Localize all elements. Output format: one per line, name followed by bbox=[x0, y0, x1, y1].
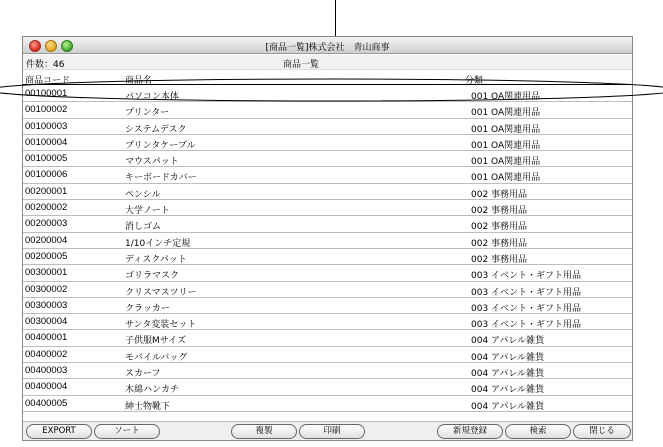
cell-name: 消しゴム bbox=[125, 222, 162, 233]
cell-code: 00400002 bbox=[25, 348, 68, 360]
info-bar bbox=[23, 55, 632, 70]
cell-category: 002 事務用品 bbox=[471, 238, 528, 249]
cell-name: 1/10インチ定規 bbox=[125, 238, 191, 249]
cell-category: 004 アパレル雑貨 bbox=[471, 352, 545, 363]
table-row[interactable] bbox=[23, 102, 632, 118]
cell-code: 00200005 bbox=[25, 250, 68, 262]
header-product-name[interactable]: 商品名 bbox=[125, 76, 153, 86]
table-row[interactable] bbox=[23, 347, 632, 363]
product-list-window bbox=[22, 36, 633, 441]
export-button[interactable]: EXPORT bbox=[26, 424, 92, 439]
header-category[interactable]: 分類 bbox=[465, 76, 484, 86]
table-row[interactable] bbox=[23, 298, 632, 314]
cell-category: 003 イベント・ギフト用品 bbox=[471, 271, 582, 282]
cell-name: システムデスク bbox=[125, 124, 187, 135]
cell-category: 001 OA関連用品 bbox=[471, 157, 541, 168]
table-row[interactable] bbox=[23, 396, 632, 412]
cell-name: パソコン本体 bbox=[125, 92, 179, 102]
cell-code: 00400004 bbox=[25, 381, 68, 393]
table-header bbox=[23, 72, 632, 85]
print-button[interactable]: 印刷 bbox=[299, 424, 365, 439]
cell-category: 001 OA関連用品 bbox=[471, 108, 541, 119]
cell-code: 00200003 bbox=[25, 218, 68, 230]
new-entry-button[interactable]: 新規登録 bbox=[437, 424, 503, 439]
copy-button[interactable]: 複製 bbox=[231, 424, 297, 439]
cell-code: 00200002 bbox=[25, 202, 68, 214]
cell-name: サンタ変装セット bbox=[125, 320, 197, 331]
button-bar bbox=[23, 421, 632, 440]
cell-name: 木綿ハンカチ bbox=[125, 385, 180, 396]
cell-category: 002 事務用品 bbox=[471, 206, 528, 217]
cell-code: 00100002 bbox=[25, 104, 68, 116]
product-table-body bbox=[23, 86, 632, 412]
close-button[interactable]: 閉じる bbox=[573, 424, 631, 439]
table-row[interactable] bbox=[23, 86, 632, 102]
cell-code: 00400005 bbox=[25, 397, 68, 409]
cell-category: 004 アパレル雑貨 bbox=[471, 385, 545, 396]
cell-name: 大学ノート bbox=[125, 206, 170, 217]
table-row[interactable] bbox=[23, 330, 632, 346]
cell-code: 00300004 bbox=[25, 316, 68, 328]
cell-code: 00400003 bbox=[25, 365, 68, 377]
table-row[interactable] bbox=[23, 363, 632, 379]
cell-name: 子供服Mサイズ bbox=[125, 336, 187, 347]
cell-code: 00300001 bbox=[25, 267, 68, 279]
table-row[interactable] bbox=[23, 119, 632, 135]
cell-category: 001 OA関連用品 bbox=[471, 124, 541, 135]
table-row[interactable] bbox=[23, 233, 632, 249]
table-row[interactable] bbox=[23, 265, 632, 281]
cell-code: 00100005 bbox=[25, 153, 68, 165]
cell-category: 001 OA関連用品 bbox=[471, 173, 541, 184]
cell-name: ディスクパット bbox=[125, 254, 187, 265]
cell-category: 002 事務用品 bbox=[471, 189, 528, 200]
cell-category: 004 アパレル雑貨 bbox=[471, 336, 545, 347]
search-button[interactable]: 検索 bbox=[505, 424, 571, 439]
cell-category: 003 イベント・ギフト用品 bbox=[471, 320, 582, 331]
table-row[interactable] bbox=[23, 379, 632, 395]
table-row[interactable] bbox=[23, 135, 632, 151]
table-row[interactable] bbox=[23, 282, 632, 298]
cell-code: 00100004 bbox=[25, 136, 68, 148]
cell-code: 00100006 bbox=[25, 169, 68, 181]
record-count: 件数：46 bbox=[26, 60, 65, 70]
cell-name: 紳士物靴下 bbox=[125, 401, 171, 412]
cell-category: 003 イベント・ギフト用品 bbox=[471, 287, 582, 298]
cell-code: 00100001 bbox=[25, 88, 68, 99]
cell-name: プリンター bbox=[125, 108, 170, 119]
table-row[interactable] bbox=[23, 151, 632, 167]
table-row[interactable] bbox=[23, 184, 632, 200]
table-row[interactable] bbox=[23, 216, 632, 232]
cell-category: 003 イベント・ギフト用品 bbox=[471, 303, 582, 314]
cell-name: プリンタケーブル bbox=[125, 140, 196, 151]
cell-name: モバイルバッグ bbox=[125, 352, 188, 363]
cell-code: 00100003 bbox=[25, 120, 68, 132]
cell-category: 004 アパレル雑貨 bbox=[471, 401, 545, 412]
table-row[interactable] bbox=[23, 249, 632, 265]
table-row[interactable] bbox=[23, 167, 632, 183]
sort-button[interactable]: ソート bbox=[94, 424, 160, 439]
cell-name: キーボードカバー bbox=[125, 173, 197, 184]
table-row[interactable] bbox=[23, 200, 632, 216]
cell-code: 00400001 bbox=[25, 332, 68, 344]
header-product-code[interactable]: 商品コード bbox=[25, 76, 71, 86]
cell-name: スカーフ bbox=[125, 369, 161, 380]
title-bar[interactable] bbox=[23, 37, 632, 54]
table-row[interactable] bbox=[23, 314, 632, 330]
cell-category: 002 事務用品 bbox=[471, 222, 528, 233]
cell-code: 00300003 bbox=[25, 299, 68, 311]
cell-name: ゴリラマスク bbox=[125, 271, 180, 282]
cell-name: クラッカー bbox=[125, 303, 170, 314]
cell-name: ペンシル bbox=[125, 189, 161, 200]
cell-category: 001 OA関連用品 bbox=[471, 92, 541, 102]
list-subtitle: 商品一覧 bbox=[283, 60, 320, 70]
window-title: [商品一覧]株式会社 青山商事 bbox=[265, 43, 390, 53]
cell-category: 004 アパレル雑貨 bbox=[471, 369, 545, 380]
cell-category: 002 事務用品 bbox=[471, 254, 528, 265]
cell-code: 00200004 bbox=[25, 234, 68, 246]
cell-code: 00200001 bbox=[25, 185, 68, 197]
cell-category: 001 OA関連用品 bbox=[471, 140, 541, 151]
cell-name: クリスマスツリー bbox=[125, 287, 197, 298]
cell-name: マウスパット bbox=[125, 157, 179, 168]
cell-code: 00300002 bbox=[25, 283, 68, 295]
